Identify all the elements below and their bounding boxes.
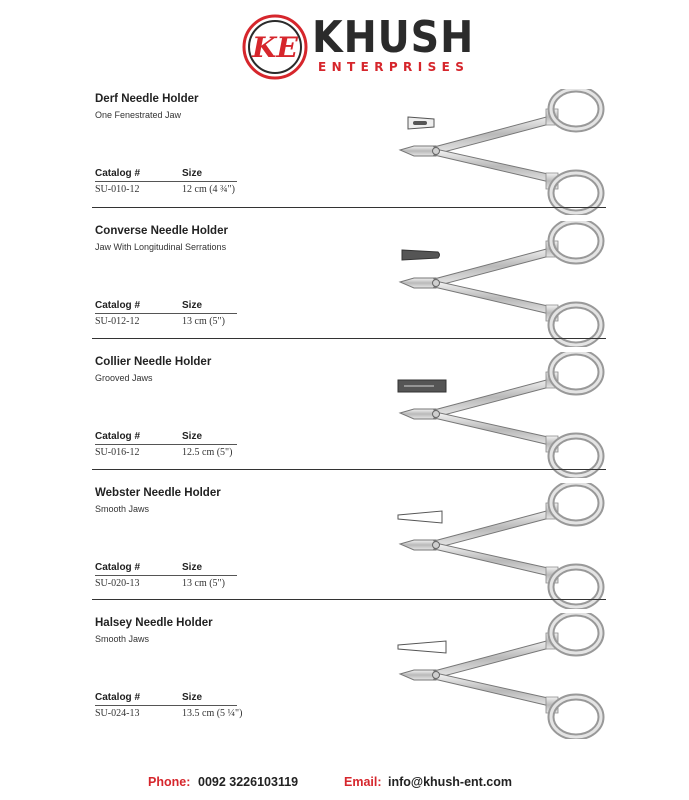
- product-title: Converse Needle Holder: [95, 225, 228, 237]
- product-subtitle: Grooved Jaws: [95, 373, 153, 383]
- catalog-number: SU-016-12: [95, 447, 140, 458]
- brand-tagline: ENTERPRISES: [318, 60, 470, 74]
- catalog-header: Catalog #: [95, 562, 141, 573]
- catalog-header: Catalog #: [95, 300, 141, 311]
- header-rule: [95, 575, 237, 576]
- contact-footer: [0, 774, 689, 790]
- size-value: 13 cm (5"): [182, 316, 225, 327]
- size-header: Size: [182, 431, 203, 442]
- size-header: Size: [182, 692, 203, 703]
- phone-label: Phone:: [148, 775, 191, 789]
- product-subtitle: Smooth Jaws: [95, 504, 150, 514]
- catalog-header: Catalog #: [95, 431, 141, 442]
- email-label: Email:: [344, 775, 382, 789]
- needle-holder-image: [396, 221, 610, 347]
- product-halsey: [0, 613, 689, 743]
- catalog-number: SU-012-12: [95, 316, 140, 327]
- catalog-header: Catalog #: [95, 692, 141, 703]
- catalog-number: SU-024-13: [95, 708, 140, 719]
- product-title: Halsey Needle Holder: [95, 617, 213, 629]
- product-title: Webster Needle Holder: [95, 487, 221, 499]
- product-converse: [0, 221, 689, 351]
- size-header: Size: [182, 168, 203, 179]
- catalog-number: SU-010-12: [95, 184, 140, 195]
- needle-holder-image: [396, 483, 610, 609]
- email-address[interactable]: info@khush-ent.com: [388, 775, 512, 789]
- header-rule: [95, 313, 237, 314]
- phone-number[interactable]: 0092 3226103119: [198, 775, 299, 789]
- size-header: Size: [182, 300, 203, 311]
- header-rule: [95, 444, 237, 445]
- size-value: 13 cm (5"): [182, 578, 225, 589]
- section-divider: [92, 599, 606, 600]
- brand-name: KHUSH: [312, 12, 475, 63]
- needle-holder-image: [396, 613, 610, 739]
- product-subtitle: One Fenestrated Jaw: [95, 110, 182, 120]
- header-rule: [95, 181, 237, 182]
- section-divider: [92, 207, 606, 208]
- product-subtitle: Jaw With Longitudinal Serrations: [95, 242, 227, 252]
- size-header: Size: [182, 562, 203, 573]
- product-collier: [0, 352, 689, 482]
- logo-monogram: KE: [252, 31, 298, 64]
- needle-holder-image: [396, 352, 610, 478]
- brand-header: [0, 0, 689, 86]
- product-derf: [0, 89, 689, 219]
- section-divider: [92, 338, 606, 339]
- ke-logo-icon: [242, 14, 308, 80]
- needle-holder-image: [396, 89, 610, 215]
- catalog-header: Catalog #: [95, 168, 141, 179]
- catalog-number: SU-020-13: [95, 578, 140, 589]
- size-value: 12.5 cm (5"): [182, 447, 233, 458]
- product-webster: [0, 483, 689, 613]
- product-subtitle: Smooth Jaws: [95, 634, 150, 644]
- product-title: Derf Needle Holder: [95, 93, 199, 105]
- size-value: 13.5 cm (5 ¼"): [182, 708, 243, 719]
- size-value: 12 cm (4 ¾"): [182, 184, 235, 195]
- product-title: Collier Needle Holder: [95, 356, 212, 368]
- section-divider: [92, 469, 606, 470]
- header-rule: [95, 705, 237, 706]
